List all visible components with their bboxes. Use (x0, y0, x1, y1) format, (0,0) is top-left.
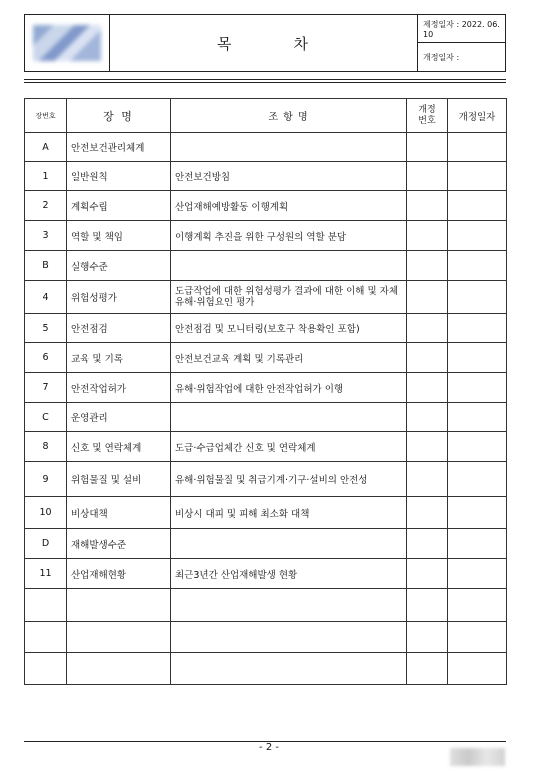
cell-rev-no (407, 462, 448, 497)
cell-rev-no (407, 221, 448, 251)
cell-rev-date (448, 559, 507, 589)
col-header-rev-no (407, 99, 448, 133)
cell-rev-date (448, 497, 507, 529)
cell-rev-date (448, 221, 507, 251)
cell-chapter: 산업재해현황 (67, 559, 171, 589)
cell-article: 비상시 대피 및 피해 최소화 대책 (171, 497, 407, 529)
cell-article (171, 403, 407, 432)
cell-no: 2 (25, 191, 67, 221)
col-header-no: 장번호 (25, 99, 67, 133)
cell-rev-date (448, 373, 507, 403)
cell-rev-date (448, 622, 507, 653)
col-header-chapter: 장 명 (67, 99, 171, 133)
cell-article (171, 529, 407, 559)
title-char-1: 목 (217, 34, 234, 53)
cell-chapter: 운영관리 (67, 403, 171, 432)
cell-rev-date (448, 589, 507, 622)
cell-no: 9 (25, 462, 67, 497)
col-header-article: 조 항 명 (171, 99, 407, 133)
cell-no: B (25, 251, 67, 281)
col-header-rev-date: 개정일자 (448, 99, 507, 133)
table-row (25, 221, 507, 251)
table-row (25, 497, 507, 529)
cell-article: 도급·수급업체간 신호 및 연락체계 (171, 432, 407, 462)
table-row (25, 251, 507, 281)
enact-date: 제정일자 : 2022. 06. 10 (418, 15, 505, 43)
cell-rev-date (448, 653, 507, 685)
cell-no: 6 (25, 343, 67, 373)
cell-no: 4 (25, 281, 67, 314)
table-row (25, 622, 507, 653)
cell-rev-date (448, 462, 507, 497)
cell-article: 이행계획 추진을 위한 구성원의 역할 분담 (171, 221, 407, 251)
table-row (25, 653, 507, 685)
cell-article: 안전점검 및 모니터링(보호구 착용확인 포함) (171, 314, 407, 343)
cell-rev-date (448, 529, 507, 559)
divider-bottom (24, 82, 506, 83)
table-row (25, 529, 507, 559)
company-logo (25, 15, 110, 71)
cell-rev-no (407, 432, 448, 462)
cell-rev-date (448, 432, 507, 462)
cell-no: 3 (25, 221, 67, 251)
cell-article: 도급작업에 대한 위험성평가 결과에 대한 이해 및 자체 유해·위험요인 평가 (171, 281, 407, 314)
divider-top (24, 79, 506, 80)
cell-article: 유해·위험물질 및 취급기계·기구·설비의 안전성 (171, 462, 407, 497)
table-row (25, 403, 507, 432)
cell-chapter (67, 622, 171, 653)
cell-rev-no (407, 191, 448, 221)
cell-chapter: 안전작업허가 (67, 373, 171, 403)
cell-no: D (25, 529, 67, 559)
title-char-2: 차 (293, 34, 310, 53)
cell-article (171, 653, 407, 685)
table-row (25, 162, 507, 191)
cell-no (25, 622, 67, 653)
cell-chapter: 신호 및 연락체계 (67, 432, 171, 462)
cell-no: 10 (25, 497, 67, 529)
table-row (25, 281, 507, 314)
cell-no: 1 (25, 162, 67, 191)
cell-chapter: 일반원칙 (67, 162, 171, 191)
table-row (25, 432, 507, 462)
cell-rev-date (448, 343, 507, 373)
cell-chapter: 안전점검 (67, 314, 171, 343)
page-number: - 2 - (259, 742, 279, 753)
cell-rev-no (407, 343, 448, 373)
cell-chapter (67, 589, 171, 622)
cell-no: A (25, 133, 67, 162)
blurred-footer-mark (450, 748, 505, 766)
cell-article: 최근3년간 산업재해발생 현황 (171, 559, 407, 589)
cell-rev-no (407, 373, 448, 403)
cell-article (171, 622, 407, 653)
cell-rev-no (407, 622, 448, 653)
cell-rev-date (448, 133, 507, 162)
cell-rev-no (407, 559, 448, 589)
cell-article: 유해·위험작업에 대한 안전작업허가 이행 (171, 373, 407, 403)
cell-rev-date (448, 281, 507, 314)
cell-rev-no (407, 497, 448, 529)
cell-rev-no (407, 251, 448, 281)
cell-chapter: 안전보건관리체계 (67, 133, 171, 162)
cell-rev-date (448, 191, 507, 221)
cell-chapter (67, 653, 171, 685)
cell-no: 5 (25, 314, 67, 343)
cell-rev-date (448, 403, 507, 432)
cell-no: 11 (25, 559, 67, 589)
cell-rev-no (407, 529, 448, 559)
cell-article: 산업재해예방활동 이행계획 (171, 191, 407, 221)
table-row (25, 343, 507, 373)
cell-article (171, 251, 407, 281)
cell-article (171, 589, 407, 622)
col-header-rev-no-text: 개정 번호 (418, 104, 436, 126)
cell-rev-date (448, 251, 507, 281)
cell-rev-no (407, 281, 448, 314)
cell-rev-no (407, 653, 448, 685)
cell-chapter: 위험물질 및 설비 (67, 462, 171, 497)
cell-rev-date (448, 314, 507, 343)
cell-chapter: 계획수립 (67, 191, 171, 221)
page-title (110, 15, 418, 71)
cell-rev-no (407, 403, 448, 432)
table-header-row (25, 99, 507, 133)
table-row (25, 314, 507, 343)
table-row (25, 133, 507, 162)
cell-chapter: 위험성평가 (67, 281, 171, 314)
cell-chapter: 실행수준 (67, 251, 171, 281)
cell-no: 7 (25, 373, 67, 403)
cell-no (25, 589, 67, 622)
table-row (25, 373, 507, 403)
cell-chapter: 재해발생수준 (67, 529, 171, 559)
cell-no (25, 653, 67, 685)
table-row (25, 191, 507, 221)
revise-date: 개정일자 : (423, 52, 460, 62)
document-header (24, 14, 506, 72)
cell-chapter: 역할 및 책임 (67, 221, 171, 251)
cell-rev-date (448, 162, 507, 191)
toc-table (24, 98, 507, 685)
date-box (418, 15, 505, 71)
cell-article (171, 133, 407, 162)
cell-article: 안전보건교육 계획 및 기록관리 (171, 343, 407, 373)
table-row (25, 462, 507, 497)
cell-chapter: 비상대책 (67, 497, 171, 529)
table-row (25, 589, 507, 622)
cell-no: C (25, 403, 67, 432)
cell-article: 안전보건방침 (171, 162, 407, 191)
cell-rev-no (407, 162, 448, 191)
cell-no: 8 (25, 432, 67, 462)
table-row (25, 559, 507, 589)
cell-rev-no (407, 133, 448, 162)
blurred-logo-image (33, 25, 101, 61)
cell-chapter: 교육 및 기록 (67, 343, 171, 373)
cell-rev-no (407, 589, 448, 622)
cell-rev-no (407, 314, 448, 343)
